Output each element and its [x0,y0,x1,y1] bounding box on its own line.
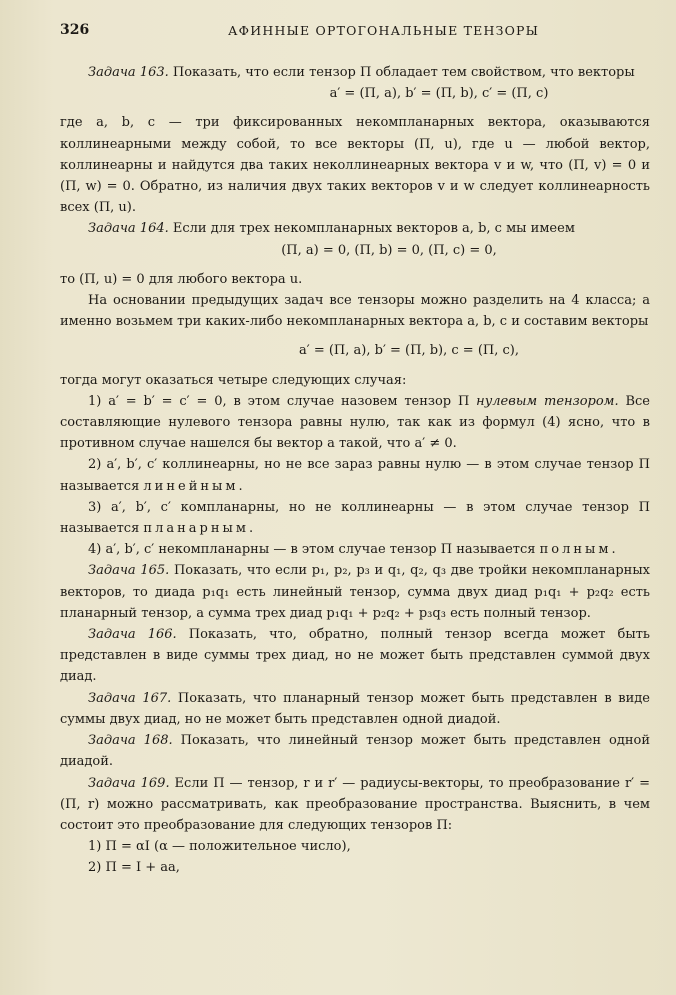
problem-166: Задача 166. Показать, что, обратно, полный тензор всегда может быть представлен в виде суммы трех диад, но не может быть представлен суммой двух диад. [60,627,650,685]
problem-label: Задача 163. [88,65,169,80]
equation-1: a′ = (П, a), b′ = (П, b), c′ = (П, c) [329,86,549,102]
problem-label: Задача 167. [88,690,172,706]
problem-169: Задача 169. Если П — тензор, r и r′ — радиусы-векторы, то преобразование r′ = (П, r) можно рассматривать, как преобразование пространства. Выяснить, в чем состоит это преобразование для следующих тензоров П: [60,775,650,833]
equation-3: a′ = (П, a), b′ = (П, b), c = (П, c), [299,343,519,359]
case-3: 3) a′, b′, c′ компланарны, но не коллинеарны — в этом случае тензор П называется планарным. [60,499,650,537]
paragraph: На основании предыдущих задач все тензоры можно разделить на 4 класса; а именно возьмем три каких-либо некомпланарных вектора a, b, c и составим векторы [60,293,650,330]
list-item-1: 1) П = αI (α — положительное число), [88,839,351,855]
running-title: АФИННЫЕ ОРТОГОНАЛЬНЫЕ ТЕНЗОРЫ [228,23,540,38]
problem-163: Задача 163. Показать, что если тензор П обладает тем свойством, что векторы [88,65,635,80]
problem-164: Задача 164. Если для трех некомпланарных векторов a, b, c мы имеем [88,221,575,237]
case-1: 1) a′ = b′ = c′ = 0, в этом случае назовем тензор П нулевым тензором. Все составляющие нулевого тензора равны нулю, так как из формул (4) ясно, что в противном случае нашелся бы вектор a такой, что a′ ≠ 0. [60,393,650,452]
page-number: 326 [60,22,90,38]
problem-label: Задача 166. [88,627,177,643]
problem-label: Задача 164. [88,221,169,237]
term-planar: планарным. [143,521,257,537]
problem-label: Задача 169. [88,775,170,791]
problem-165: Задача 165. Показать, что если p₁, p₂, p₃ и q₁, q₂, q₃ две тройки некомпланарных векторов, то диада p₁q₁ есть линейный тензор, сумма двух диад p₁q₁ + p₂q₂ есть планарный тензор, а сумма трех диад p₁q₁ + p₂q₂ + p₃q₃ есть полный тензор. [60,563,650,621]
problem-168: Задача 168. Показать, что линейный тензор может быть представлен одной диадой. [60,733,650,770]
problem-label: Задача 168. [88,733,173,749]
page-header [60,22,636,44]
list-item-2: 2) П = I + aa, [88,860,180,876]
problem-label: Задача 165. [88,563,170,579]
term-linear: линейным. [143,478,246,494]
problem-167: Задача 167. Показать, что планарный тензор может быть представлен в виде суммы двух диад, но не может быть представлен одной диадой. [60,690,650,727]
term-zero-tensor: нулевым тензором. [476,393,619,409]
paragraph: то (П, u) = 0 для любого вектора u. [60,271,303,287]
page-body [60,62,650,879]
equation-2: (П, a) = 0, (П, b) = 0, (П, c) = 0, [281,242,497,258]
term-full: полным. [539,542,619,558]
case-2: 2) a′, b′, c′ коллинеарны, но не все зараз равны нулю — в этом случае тензор П называется линейным. [60,457,650,494]
case-4: 4) a′, b′, c′ некомпланарны — в этом случае тензор П называется полным. [88,542,619,558]
paragraph: тогда могут оказаться четыре следующих случая: [60,372,407,388]
paragraph: где a, b, c — три фиксированных некомпланарных вектора, оказываются коллинеарными между собой, то все векторы (П, u), где u — любой вектор, коллинеарны и найдутся два таких неколлинеарных вектора v и w, что (П, v) = 0 и (П, w) = 0. Обратно, из наличия двух таких векторов v и w следует коллинеарность всех (П, u). [60,115,650,216]
